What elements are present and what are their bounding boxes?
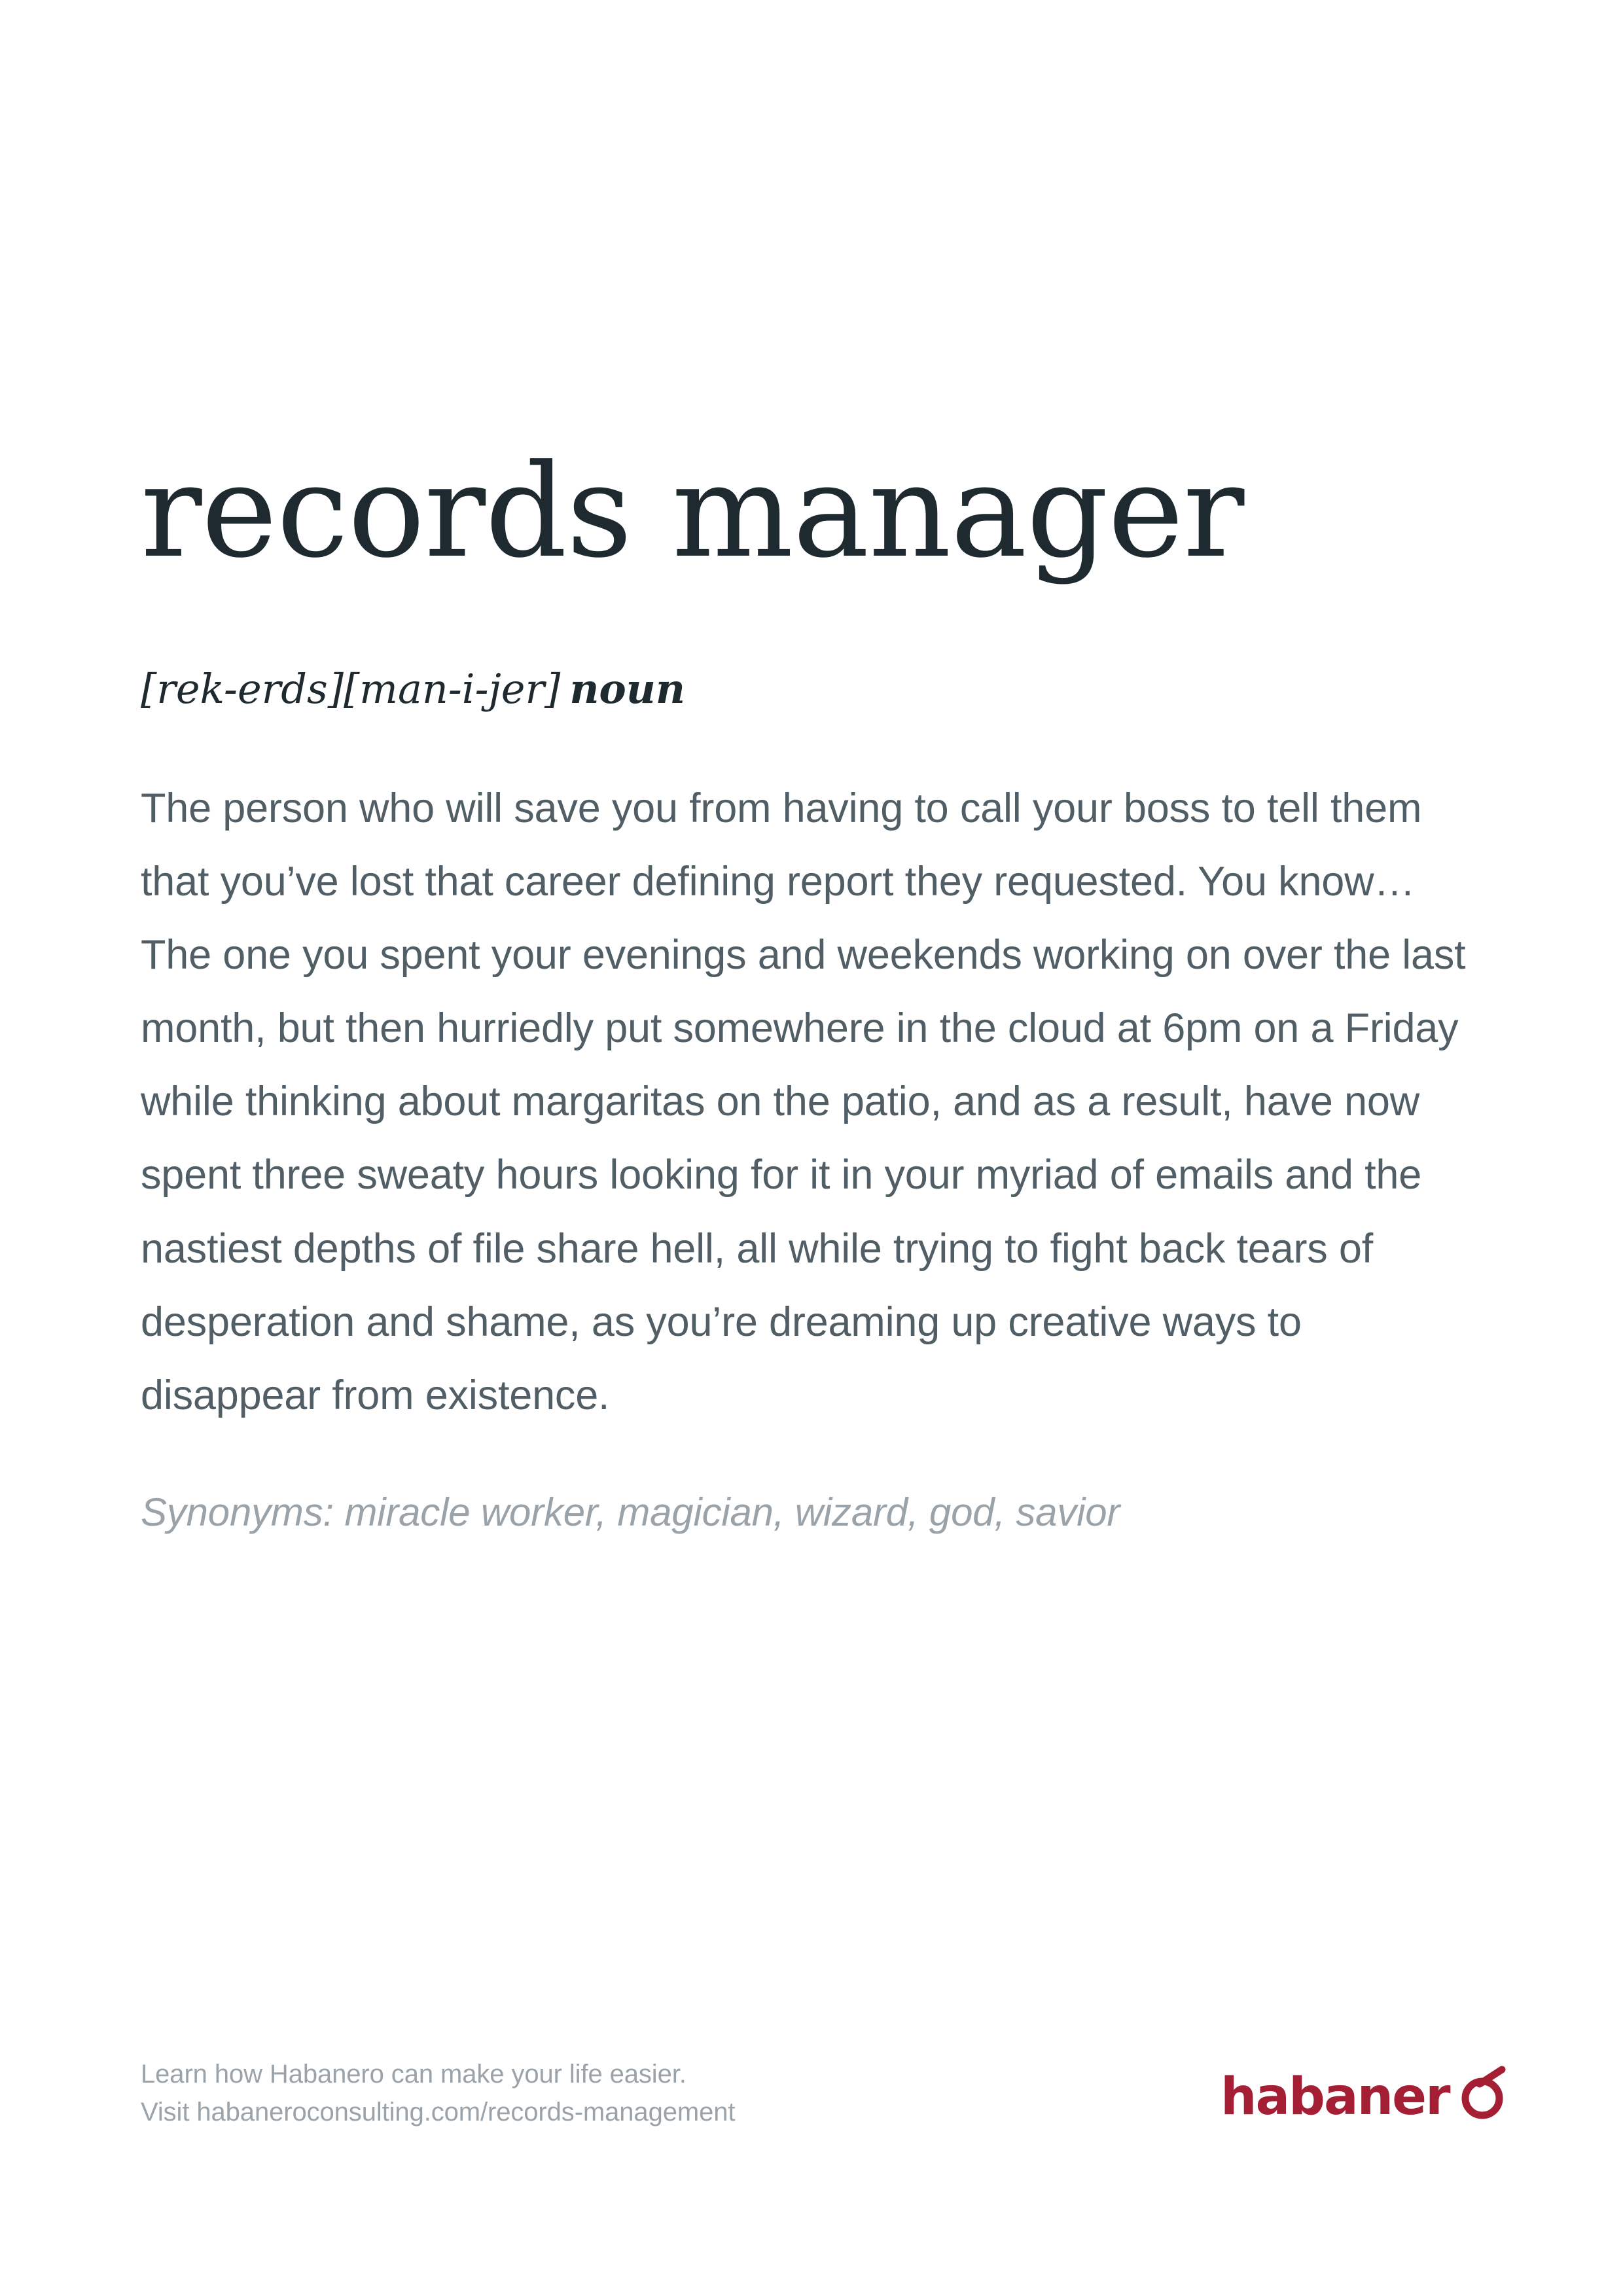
- pronunciation-line: [141, 665, 1508, 713]
- logo-wordmark-text: habaner: [1221, 2068, 1450, 2126]
- footer-text-block: [141, 2055, 735, 2131]
- synonyms-text: Synonyms: miracle worker, magician, wizard, god, savior: [141, 1490, 1120, 1534]
- pronunciation-text: [rek-erds][man-i-jer]: [141, 664, 561, 713]
- part-of-speech-label: noun: [569, 664, 685, 713]
- definition-text: The person who will save you from having to call your boss to tell them that you’ve lost that career defining report they requested. You know… The one you spent your evenings and weekends working on over the last month, but then hurriedly put somewhere in the cloud at 6pm on a Friday while thinking about margaritas on the patio, and as a result, have now spent three sweaty hours looking for it in your myriad of emails and the nastiest depths of file share hell, all while trying to fight back tears of desperation and shame, as you’re dreaming up creative ways to disappear from existence.: [141, 785, 1466, 1418]
- footer: [141, 2055, 1508, 2147]
- footer-line-1: Learn how Habanero can make your life easier.: [141, 2060, 687, 2089]
- poster-content: [141, 437, 1508, 1581]
- page-title: records manager: [141, 437, 1244, 586]
- footer-line-2: Visit habaneroconsulting.com/records-management: [141, 2098, 736, 2126]
- habanero-logo: [1221, 2064, 1508, 2127]
